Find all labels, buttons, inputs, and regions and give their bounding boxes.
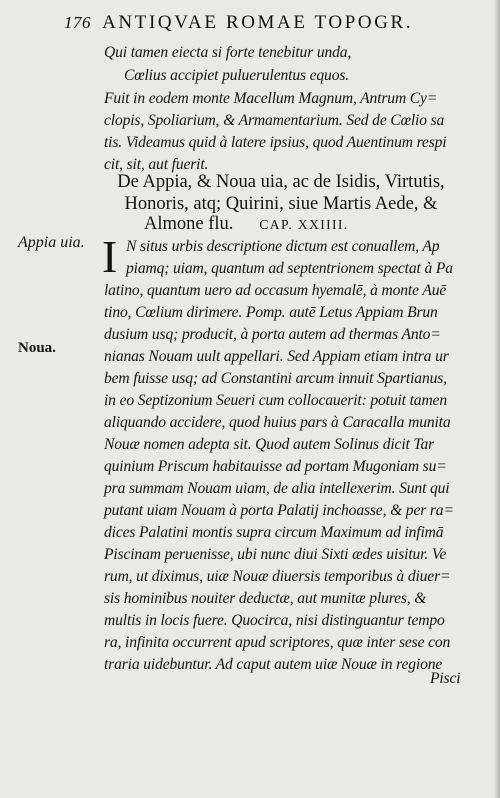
page-header — [64, 12, 484, 34]
drop-initial: I — [102, 231, 118, 282]
text-line: ra, infinita occurrent apud scriptores, quæ inter sese con — [104, 634, 451, 651]
text-line: N situs urbis descriptione dictum est conuallem, Ap — [126, 238, 440, 255]
page-number: 176 — [64, 13, 91, 32]
chapter-title-row — [144, 214, 349, 235]
chapter-title-line: De Appia, & Noua uia, ac de Isidis, Virtutis, — [117, 172, 445, 192]
text-line: traria uidebuntur. Ad caput autem uiæ Nouæ in regione — [104, 656, 443, 673]
text-line: Nouæ nomen adepta sit. Quod autem Solinus dicit Tar — [104, 436, 435, 453]
text-line: latino, quantum uero ad occasum hyemalē, à monte Auē — [104, 282, 447, 299]
text-line: putant uiam Nouam à porta Palatij inchoasse, & per ra= — [104, 502, 454, 519]
running-title: ANTIQVAE ROMAE TOPOGR. — [102, 12, 414, 33]
text-line: aliquando accidere, quod huius pars à Caracalla munita — [104, 414, 451, 431]
verse-line: Cœlius accipiet puluerulentus equos. — [124, 67, 350, 84]
text-line: dices Palatini montis supra circum Maximum ad infimā — [104, 524, 444, 541]
margin-note-appia: Appia uia. — [18, 234, 85, 251]
text-line: quinium Priscum habitauisse ad portam Mugoniam su= — [104, 458, 447, 475]
text-line: sis hominibus nouiter deductæ, aut munitæ plures, & — [104, 590, 427, 607]
chapter-number: CAP. XXIIII. — [259, 217, 349, 232]
chapter-title-line: Honoris, atq; Quirini, siue Martis Aede, & — [124, 194, 438, 214]
text-line: Fuit in eodem monte Macellum Magnum, Antrum Cy= — [104, 90, 438, 107]
text-line: dusium usq; producit, à porta autem ad thermas Anto= — [104, 326, 441, 343]
text-line: cit, sit, aut fuerit. — [104, 156, 209, 173]
text-line: piamq; uiam, quantum ad septentrionem spectat à Pa — [126, 260, 453, 277]
text-line: bem fuisse usq; ad Constantini arcum innuit Spartianus, — [104, 370, 447, 387]
text-line: rum, ut diximus, uiæ Nouæ diuersis temporibus à diuer= — [104, 568, 451, 585]
margin-note-noua: Noua. — [18, 340, 56, 356]
text-line: tis. Videamus quid à latere ipsius, quod Auentinum respi — [104, 134, 447, 151]
text-line: Piscinam peruenisse, ubi nunc diui Sixti ædes uisitur. Ve — [104, 546, 447, 563]
text-line: in eo Septizonium Seueri cum collocauerit: potuit tamen — [104, 392, 447, 409]
text-line: multis in locis fuere. Quocirca, nisi distinguantur tempo — [104, 612, 445, 629]
text-line: pra summam Nouam uiam, de alia intellexerim. Sunt qui — [104, 480, 450, 497]
verse-line: Qui tamen eiecta si forte tenebitur unda, — [104, 44, 352, 61]
text-line: clopis, Spoliarium, & Armamentarium. Sed de Cœlio sa — [104, 112, 445, 129]
text-line: tino, Cœlium dirimere. Pomp. autē Letus Appiam Brun — [104, 304, 438, 321]
chapter-title-line: Almone flu. — [144, 214, 234, 234]
catchword: Pisci — [430, 670, 461, 687]
text-line: nianas Nouam uult appellari. Sed Appiam etiam intra ur — [104, 348, 449, 365]
